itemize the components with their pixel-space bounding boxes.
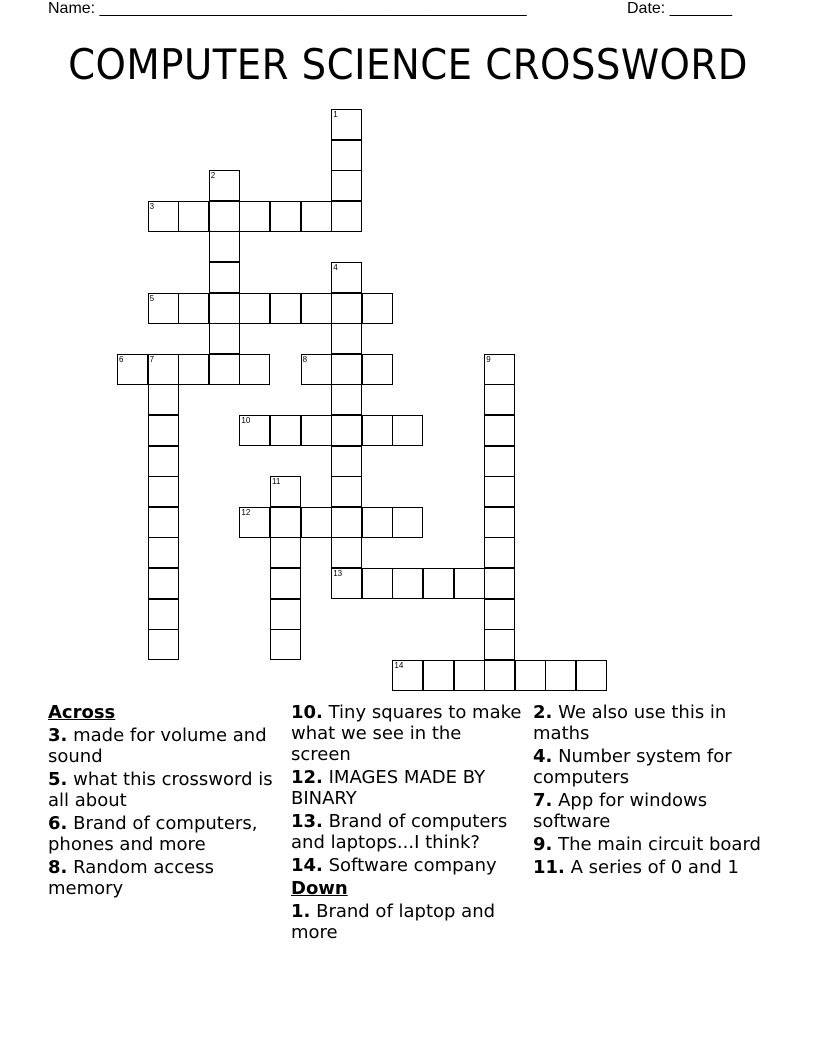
grid-cell[interactable] [484, 476, 515, 507]
clue-item [291, 702, 526, 765]
grid-cell[interactable] [270, 507, 301, 538]
clue-item-text: Number system for computers [533, 746, 732, 788]
clue-item-number: 7. [533, 790, 553, 811]
grid-cell[interactable] [331, 354, 362, 385]
clue-item-number: 6. [48, 813, 68, 834]
grid-cell[interactable] [484, 354, 515, 385]
clue-item-number: 14. [291, 855, 323, 876]
grid-cell[interactable] [301, 507, 332, 538]
grid-cell[interactable] [392, 507, 423, 538]
clue-item-text: Random access memory [48, 857, 214, 899]
clue-number: 9 [486, 354, 491, 364]
clue-item-text: App for windows software [533, 790, 708, 832]
clues-column-1 [48, 702, 278, 901]
clue-item [533, 857, 763, 878]
clue-number: 3 [149, 201, 155, 211]
clue-number: 5 [149, 293, 155, 303]
clue-item-text: Brand of computers and laptops...I think? [291, 811, 508, 853]
grid-cell[interactable] [331, 476, 362, 507]
grid-cell[interactable] [484, 660, 515, 691]
clue-number: 13 [333, 569, 343, 578]
clue-item-number: 5. [48, 769, 68, 790]
grid-cell[interactable] [484, 599, 515, 630]
grid-cell[interactable] [331, 262, 362, 293]
grid-cell[interactable] [454, 660, 485, 691]
grid-cell[interactable] [362, 568, 393, 599]
grid-cell[interactable] [270, 476, 301, 507]
grid-cell[interactable] [331, 109, 362, 140]
clue-item-text: We also use this in maths [533, 702, 727, 744]
clue-item [533, 790, 763, 832]
grid-cell[interactable] [301, 293, 332, 324]
grid-cell[interactable] [515, 660, 546, 691]
grid-cell[interactable] [148, 537, 179, 568]
grid-cell[interactable] [484, 384, 515, 415]
clues-column-3 [533, 702, 763, 880]
clue-item-number: 11. [533, 857, 565, 878]
grid-cell[interactable] [362, 415, 393, 446]
grid-cell[interactable] [576, 660, 607, 691]
clue-item [48, 857, 278, 899]
grid-cell[interactable] [148, 629, 179, 660]
clue-item-text: The main circuit board [552, 834, 761, 855]
clue-item [48, 769, 278, 811]
grid-cell[interactable] [484, 629, 515, 660]
clue-item-text: A series of 0 and 1 [564, 857, 739, 878]
clue-item-number: 9. [533, 834, 553, 855]
name-field-label: Name: ________________________________________________ [48, 0, 527, 17]
clue-item [291, 901, 526, 943]
grid-cell[interactable] [331, 170, 362, 201]
clue-item [291, 811, 526, 853]
grid-cell[interactable] [148, 384, 179, 415]
date-field-label: Date: _______ [627, 0, 732, 17]
page-title: COMPUTER SCIENCE CROSSWORD [68, 40, 748, 89]
grid-cell[interactable] [209, 323, 240, 354]
clue-item-number: 12. [291, 767, 323, 788]
grid-cell[interactable] [209, 262, 240, 293]
clue-item-text: made for volume and sound [48, 725, 267, 767]
clue-number: 2 [210, 171, 216, 181]
grid-cell[interactable] [484, 507, 515, 538]
grid-cell[interactable] [270, 568, 301, 599]
grid-cell[interactable] [454, 568, 485, 599]
clue-number: 11 [272, 477, 281, 487]
clue-number: 7 [149, 354, 155, 364]
clue-item-text: Brand of computers, phones and more [48, 813, 258, 855]
clue-item [533, 702, 763, 744]
clue-item-number: 10. [291, 702, 323, 723]
grid-cell[interactable] [301, 201, 332, 232]
grid-cell[interactable] [148, 507, 179, 538]
grid-cell[interactable] [239, 415, 270, 446]
clue-number: 10 [241, 416, 251, 425]
grid-cell[interactable] [148, 568, 179, 599]
across-heading: Across [48, 702, 116, 723]
grid-cell[interactable] [148, 354, 179, 385]
clue-item-number: 1. [291, 901, 311, 922]
grid-cell[interactable] [178, 293, 209, 324]
clue-item-number: 4. [533, 746, 553, 767]
clue-number: 1 [333, 110, 338, 119]
grid-cell[interactable] [331, 446, 362, 477]
grid-cell[interactable] [209, 231, 240, 262]
grid-cell[interactable] [148, 599, 179, 630]
grid-cell[interactable] [392, 660, 423, 691]
clue-item [533, 746, 763, 788]
grid-cell[interactable] [148, 415, 179, 446]
clue-item-text: what this crossword is all about [48, 769, 273, 811]
grid-cell[interactable] [270, 599, 301, 630]
grid-cell[interactable] [239, 201, 270, 232]
grid-cell[interactable] [423, 660, 454, 691]
grid-cell[interactable] [209, 354, 240, 385]
grid-cell[interactable] [270, 415, 301, 446]
grid-cell[interactable] [209, 170, 240, 201]
grid-cell[interactable] [392, 415, 423, 446]
grid-cell[interactable] [545, 660, 576, 691]
clue-number: 6 [119, 354, 124, 364]
grid-cell[interactable] [331, 568, 362, 599]
clue-item-number: 2. [533, 702, 553, 723]
grid-cell[interactable] [301, 415, 332, 446]
grid-cell[interactable] [148, 476, 179, 507]
grid-cell[interactable] [362, 293, 393, 324]
clue-number: 8 [302, 354, 308, 364]
grid-cell[interactable] [301, 354, 332, 385]
clue-item-text: Software company [322, 855, 497, 876]
grid-cell[interactable] [362, 354, 393, 385]
grid-cell[interactable] [239, 293, 270, 324]
grid-cell[interactable] [362, 507, 393, 538]
clue-item-text: Tiny squares to make what we see in the screen [291, 702, 522, 765]
clue-item-text: IMAGES MADE BY BINARY [291, 767, 486, 809]
grid-cell[interactable] [209, 201, 240, 232]
grid-cell[interactable] [331, 384, 362, 415]
grid-cell[interactable] [331, 293, 362, 324]
down-heading: Down [291, 878, 348, 899]
clue-number: 4 [333, 263, 338, 272]
clue-item [48, 813, 278, 855]
grid-cell[interactable] [239, 354, 270, 385]
grid-cell[interactable] [331, 507, 362, 538]
grid-cell[interactable] [484, 446, 515, 477]
grid-cell[interactable] [148, 446, 179, 477]
grid-cell[interactable] [331, 201, 362, 232]
grid-cell[interactable] [270, 201, 301, 232]
grid-cell[interactable] [331, 537, 362, 568]
grid-cell[interactable] [270, 293, 301, 324]
clue-item [291, 855, 526, 876]
clue-item-number: 3. [48, 725, 68, 746]
grid-cell[interactable] [239, 507, 270, 538]
grid-cell[interactable] [392, 568, 423, 599]
grid-cell[interactable] [117, 354, 148, 385]
clue-number: 12 [241, 507, 251, 517]
clue-item-number: 13. [291, 811, 323, 832]
grid-cell[interactable] [178, 354, 209, 385]
grid-cell[interactable] [423, 568, 454, 599]
clue-item [48, 725, 278, 767]
grid-cell[interactable] [331, 323, 362, 354]
grid-cell[interactable] [484, 568, 515, 599]
clues-column-2 [291, 702, 526, 945]
grid-cell[interactable] [209, 293, 240, 324]
clue-item-number: 8. [48, 857, 68, 878]
clue-item-text: Brand of laptop and more [291, 901, 496, 943]
clue-item [291, 767, 526, 809]
grid-cell[interactable] [148, 201, 179, 232]
grid-cell[interactable] [270, 629, 301, 660]
grid-cell[interactable] [148, 293, 179, 324]
grid-cell[interactable] [484, 537, 515, 568]
grid-cell[interactable] [331, 140, 362, 171]
grid-cell[interactable] [331, 415, 362, 446]
clue-item [533, 834, 763, 855]
grid-cell[interactable] [484, 415, 515, 446]
clue-number: 14 [394, 660, 404, 670]
grid-cell[interactable] [178, 201, 209, 232]
grid-cell[interactable] [270, 537, 301, 568]
